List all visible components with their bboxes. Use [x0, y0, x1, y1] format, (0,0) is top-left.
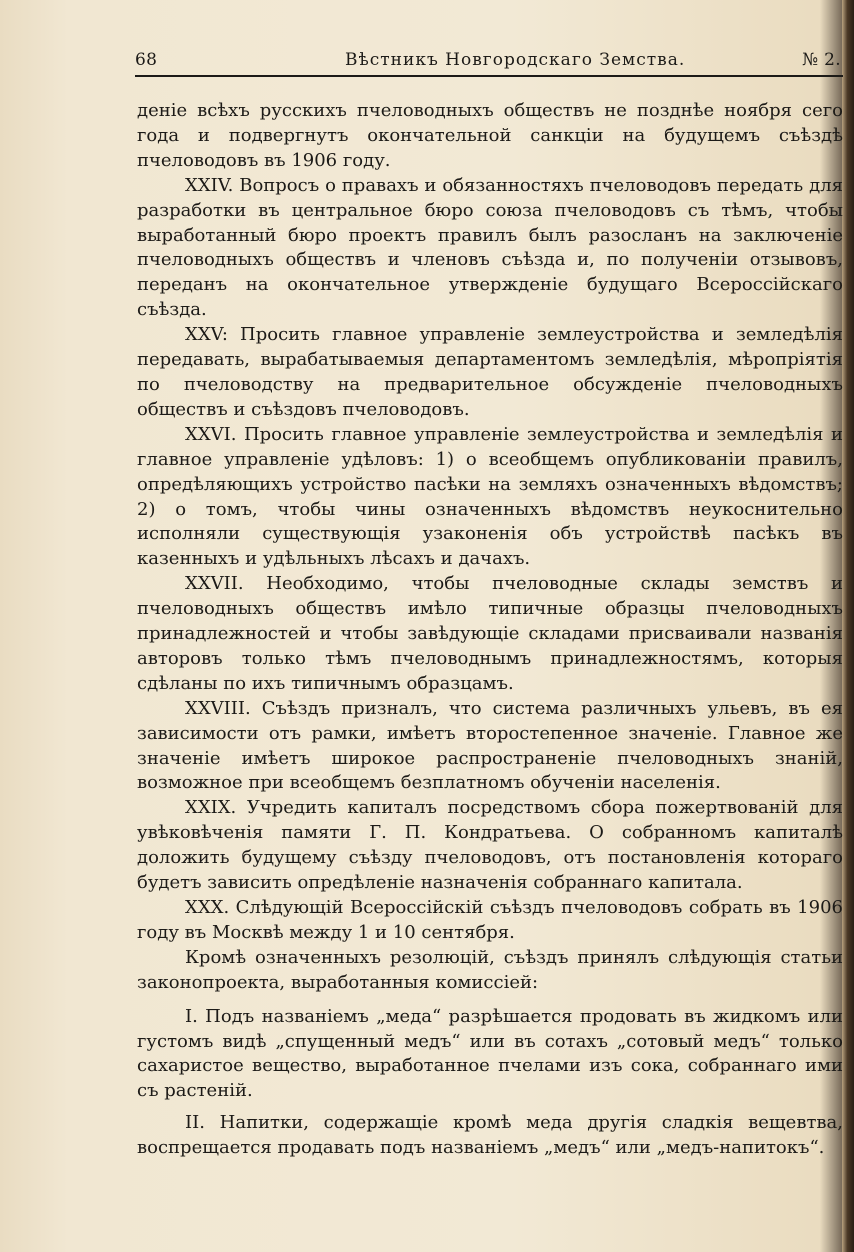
resolution-25: XXV: Просить главное управленіе землеустройства и земледѣлія передавать, вырабатываемыя департаментомъ земледѣлія, мѣропріятія по пчеловодству на предварительное обсужденіе пчеловодныхъ обществъ и съѣздовъ пчеловодовъ.	[137, 324, 843, 420]
law-article-1: I. Подъ названіемъ „меда“ разрѣшается продовать въ жидкомъ или густомъ видѣ „спущенный медъ“ или въ сотахъ „сотовый медъ“ только сахаристое вещество, выработанное пчелами изъ сока, собраннаго ими съ растеній.	[137, 1005, 843, 1102]
resolution-28: XXVIII. Съѣздъ призналъ, что система различныхъ ульевъ, въ ея зависимости отъ рамки, имѣетъ второстепенное значеніе. Главное же значеніе имѣетъ широкое распространеніе пчеловодныхъ знаній, возможное при всеобщемъ безплатномъ обученіи населенія.	[137, 697, 843, 794]
header-rule	[135, 75, 843, 77]
running-header	[135, 48, 841, 74]
page-number: 68	[135, 50, 158, 70]
page-edge-shadow	[842, 0, 854, 1252]
body-text	[137, 99, 843, 1161]
intro-law-articles: Кромѣ означенныхъ резолюцій, съѣздъ принялъ слѣдующія статьи законопроекта, выработанныя комисcіей:	[137, 946, 843, 993]
resolution-26: XXVI. Просить главное управленіе землеустройства и земледѣлія и главное управленіе удѣловъ: 1) о всеобщемъ опубликованіи правилъ, опредѣляющихъ устройство пасѣки на земляхъ означенныхъ вѣдомствъ; 2) о томъ, чтобы чины означенныхъ вѣдомствъ неукоснительно исполняли существующія узаконенія объ устройствѣ пасѣкъ въ казенныхъ и удѣльныхъ лѣсахъ и дачахъ.	[137, 423, 843, 570]
law-article-2: II. Напитки, содержащіе кромѣ меда другія сладкія вещевтва, воспрещается продавать подъ названіемъ „медъ“ или „медъ-напитокъ“.	[137, 1112, 843, 1159]
resolution-30: XXX. Слѣдующій Всероссійскій съѣздъ пчеловодовъ собрать въ 1906 году въ Москвѣ между 1 и 10 сентября.	[137, 897, 843, 943]
journal-title: Вѣстникъ Новгородскаго Земства.	[345, 50, 686, 70]
paragraph-continuation: деніе всѣхъ русскихъ пчеловодныхъ обществъ не позднѣе ноября сего года и подвергнутъ окончательной санкціи на будущемъ съѣздѣ пчеловодовъ въ 1906 году.	[137, 100, 843, 171]
issue-number: № 2.	[802, 50, 841, 70]
resolution-27: XXVII. Необходимо, чтобы пчеловодные склады земствъ и пчеловодныхъ обществъ имѣло типичные образцы пчеловодныхъ принадлежностей и чтобы завѣдующіе складами присваивали названія авторовъ только тѣмъ пчеловоднымъ принадлежностямъ, которыя сдѣланы по ихъ типичнымъ образцамъ.	[137, 573, 843, 694]
resolution-24: XXIV. Вопросъ о правахъ и обязанностяхъ пчеловодовъ передать для разработки въ центральное бюро союза пчеловодовъ съ тѣмъ, чтобы выработанный бюро проектъ правилъ былъ разосланъ на заключеніе пчеловодныхъ обществъ и членовъ съѣзда и, по полученіи отзывовъ, переданъ на окончательное утвержденіе будущаго Всероссійскаго съѣзда.	[137, 174, 843, 321]
resolution-29: XXIX. Учредить капиталъ посредствомъ сбора пожертвованій для увѣковѣченія памяти Г. П. Кондратьева. О собранномъ капиталѣ доложить будущему съѣзду пчеловодовъ, отъ постановленія котораго будетъ зависить опредѣленіе назначенія собраннаго капитала.	[137, 797, 843, 894]
